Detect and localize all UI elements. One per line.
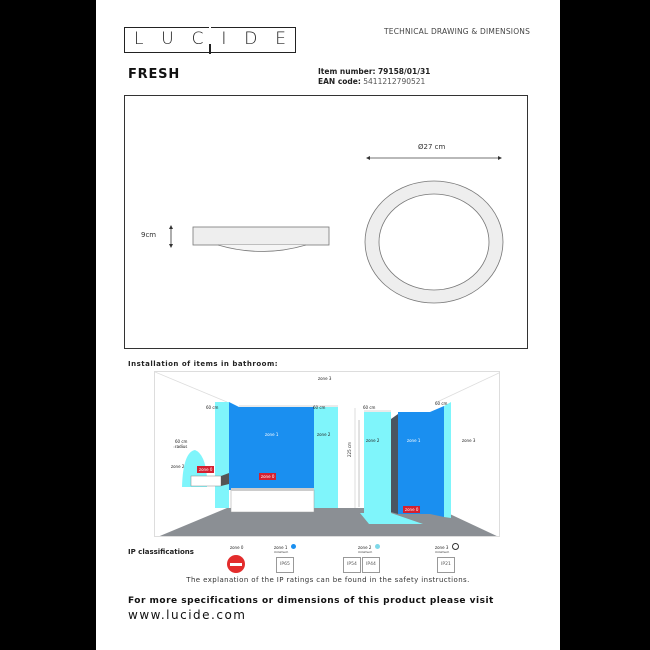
product-name: FRESH	[128, 67, 181, 82]
zone1-bath-label: zone 1	[265, 432, 279, 437]
ip-zone1-sub: minimum	[274, 550, 289, 554]
ean-value: 5411212790521	[363, 77, 426, 86]
zone0-bath-badge: zone 0	[261, 474, 275, 479]
ean-label: EAN code:	[318, 77, 361, 86]
no-entry-icon	[227, 555, 245, 573]
ip-classifications-title: IP classifications	[128, 548, 194, 556]
dim-60cm-shower: 60 cm	[363, 405, 376, 410]
zone2-dot-icon	[375, 544, 380, 549]
logo-letter: U	[161, 29, 174, 49]
ip44-badge: IP44	[362, 557, 380, 573]
logo-letter: C	[191, 29, 204, 49]
lucide-logo	[124, 27, 296, 53]
footer-website-link[interactable]: www.lucide.com	[128, 608, 247, 622]
technical-sheet-page	[96, 0, 560, 650]
ip-zone2-label: zone 2	[358, 545, 372, 550]
logo-gap	[209, 24, 211, 30]
zone0-shower-badge: zone 0	[405, 507, 419, 512]
logo-letter: I	[221, 29, 227, 49]
product-meta	[318, 67, 430, 87]
height-dimension-label: 9cm	[141, 231, 157, 239]
dim-60cm-left: 60 cm	[206, 405, 219, 410]
bathroom-section-title: Installation of items in bathroom:	[128, 360, 279, 368]
logo-letter: D	[244, 29, 258, 49]
ip65-badge: IP65	[276, 557, 294, 573]
ip21-badge: IP21	[437, 557, 455, 573]
ip-zone3-label: zone 3	[435, 545, 449, 550]
zone2-bath-label: zone 2	[317, 432, 331, 437]
radius-label: 60 cm radius	[175, 439, 188, 449]
logo-letter: E	[275, 29, 286, 49]
logo-stem	[209, 44, 211, 54]
ip-zone0-label: zone 0	[230, 545, 244, 550]
dim-60cm-back: 60 cm	[313, 405, 326, 410]
ip54-badge: IP54	[343, 557, 361, 573]
zone1-dot-icon	[291, 544, 296, 549]
logo-letter: L	[133, 29, 144, 49]
bathroom-svg	[155, 372, 500, 537]
item-number-value: 79158/01/31	[377, 67, 431, 76]
height-225-label: 225 cm	[347, 441, 352, 457]
ip-explanation-note: The explanation of the IP ratings can be found in the safety instructions.	[186, 576, 470, 584]
zone2-shower-label: zone 2	[366, 438, 380, 443]
item-number-label: Item number:	[318, 67, 376, 76]
ip-zone2-sub: minimum	[358, 550, 373, 554]
zone2-sink-label: zone 2	[171, 464, 185, 469]
zone0-sink-badge: zone 0	[199, 467, 213, 472]
diameter-dimension-label: Ø27 cm	[418, 143, 446, 151]
ip-zone3-sub: minimum	[435, 550, 450, 554]
bathroom-zones-diagram	[154, 371, 500, 537]
zone1-shower-label: zone 1	[407, 438, 421, 443]
drawing-svg	[124, 95, 528, 349]
footer-more-info: For more specifications or dimensions of this product please visit	[128, 596, 494, 606]
technical-drawing	[124, 95, 528, 349]
zone3-right-label: zone 3	[462, 438, 476, 443]
dim-60cm-right: 60 cm	[435, 401, 448, 406]
zone3-dot-icon	[452, 543, 459, 550]
zone3-top-label: zone 3	[318, 376, 332, 381]
ip-zone1-label: zone 1	[274, 545, 288, 550]
document-subtitle: TECHNICAL DRAWING & DIMENSIONS	[384, 27, 531, 36]
